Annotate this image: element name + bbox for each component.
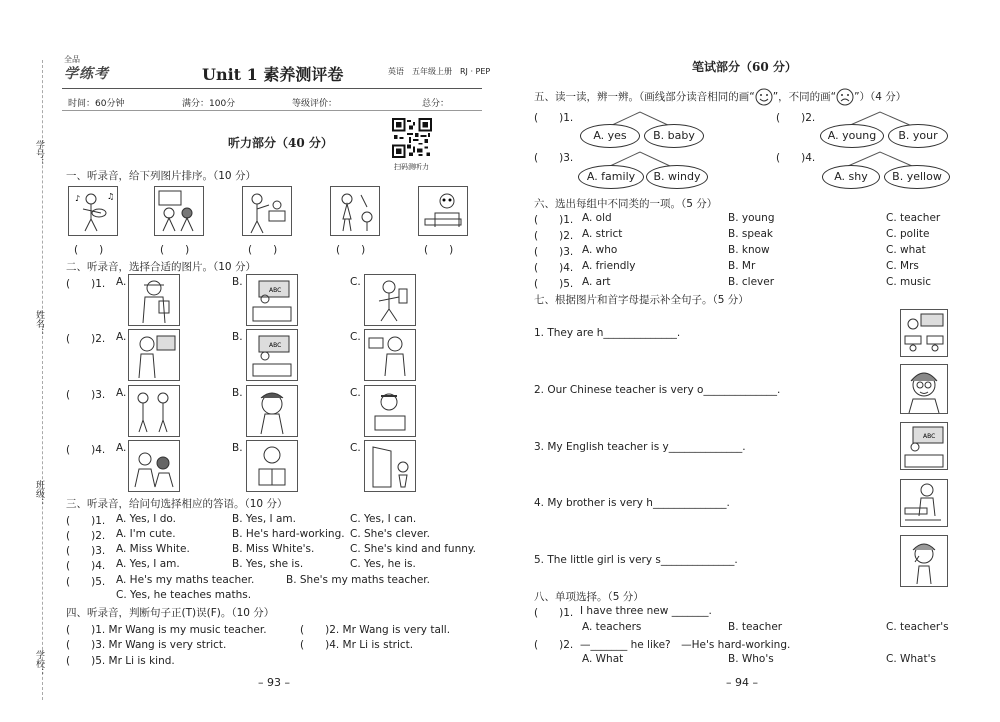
s3-q3-b: B. Miss White's. (232, 543, 315, 555)
s6-q1-number[interactable]: ( )1. (534, 214, 574, 226)
s5-q3-number[interactable]: ( )3. (534, 152, 574, 164)
s8-q1-b: B. teacher (728, 621, 783, 633)
s6-q1-c: C. teacher (886, 212, 941, 224)
s3-q5-number[interactable]: ( )5. (66, 576, 106, 588)
section-8-title: 八、单项选择。（5 分） (534, 591, 644, 603)
s1-picture-5 (418, 186, 468, 236)
s6-q5-a: A. art (582, 276, 611, 288)
s7-item-4[interactable]: 4. My brother is very h______________. (534, 497, 730, 509)
s2-q2-pic-c[interactable] (364, 329, 416, 381)
s2-q1-number[interactable]: ( )1. (66, 278, 106, 290)
s3-q1-a: A. Yes, I do. (116, 513, 176, 525)
time-info: 时间：60分钟 (68, 99, 125, 109)
s2-q2-label-c: C. (350, 331, 361, 343)
s2-q2-label-a: A. (116, 331, 127, 343)
s6-q3-number[interactable]: ( )3. (534, 246, 574, 258)
s5-q2-number[interactable]: ( )2. (776, 112, 816, 124)
total-info: 总分： (422, 99, 450, 109)
s3-q2-number[interactable]: ( )2. (66, 530, 106, 542)
s2-q3-pic-b[interactable] (246, 385, 298, 437)
s6-q4-c: C. Mrs (886, 260, 919, 272)
s7-item-1[interactable]: 1. They are h______________. (534, 327, 681, 339)
s6-q5-c: C. music (886, 276, 932, 288)
s8-q2-c: C. What's (886, 653, 936, 665)
s3-q4-c: C. Yes, he is. (350, 558, 416, 570)
s3-q3-a: A. Miss White. (116, 543, 190, 555)
s3-q4-number[interactable]: ( )4. (66, 560, 106, 572)
grade-info: 等级评价： (292, 99, 338, 109)
s5-title-part-c: ”）（4 分） (854, 91, 907, 103)
logo-main-text: 学练考 (64, 66, 109, 82)
s1-answer-3[interactable]: ( ) (248, 244, 278, 256)
side-label-school: 学校： (34, 650, 44, 677)
s7-item-3[interactable]: 3. My English teacher is y______________. (534, 441, 746, 453)
s2-q4-pic-b[interactable] (246, 440, 298, 492)
s5-title-part-a: 五、读一读，辨一辨。（画线部分读音相同的画“ (534, 91, 755, 103)
s6-q5-number[interactable]: ( )5. (534, 278, 574, 290)
side-label-name: 姓名： (34, 310, 44, 337)
s3-q4-a: A. Yes, I am. (116, 558, 180, 570)
s6-q3-b: B. know (728, 244, 770, 256)
s2-q2-number[interactable]: ( )2. (66, 333, 106, 345)
s7-picture-3 (900, 422, 948, 470)
s8-q2-number[interactable]: ( )2. (534, 639, 574, 651)
svg-text:♪: ♪ (75, 194, 81, 203)
subject-info: 英语 五年级上册 RJ · PEP (388, 67, 491, 76)
s5-q2-option-a: A. young (820, 124, 884, 148)
s5-q3-option-b: B. windy (646, 165, 708, 189)
s3-q3-number[interactable]: ( )3. (66, 545, 106, 557)
section-4-title: 四、听录音，判断句子正(T)误(F)。（10 分） (66, 607, 275, 619)
smile-face-icon (755, 88, 773, 106)
svg-text:ABC: ABC (923, 433, 936, 440)
s6-q3-a: A. who (582, 244, 618, 256)
listening-title: 听力部分（40 分） (228, 136, 333, 150)
s6-q1-b: B. young (728, 212, 775, 224)
side-label-class: 班级： (34, 480, 44, 507)
s3-q4-b: B. Yes, she is. (232, 558, 304, 570)
svg-text:♫: ♫ (107, 192, 115, 201)
s1-answer-4[interactable]: ( ) (336, 244, 366, 256)
s6-q1-a: A. old (582, 212, 612, 224)
s5-q4-number[interactable]: ( )4. (776, 152, 816, 164)
s2-q4-pic-c[interactable] (364, 440, 416, 492)
s1-answer-5[interactable]: ( ) (424, 244, 454, 256)
s2-q2-pic-a[interactable] (128, 329, 180, 381)
s2-q4-label-a: A. (116, 442, 127, 454)
side-label-student-id: 学号： (34, 140, 44, 167)
s1-picture-2 (154, 186, 204, 236)
s2-q4-number[interactable]: ( )4. (66, 444, 106, 456)
s4-item-5[interactable]: ( )5. Mr Li is kind. (66, 655, 175, 667)
written-title: 笔试部分（60 分） (692, 60, 797, 74)
s3-q1-b: B. Yes, I am. (232, 513, 296, 525)
s8-q2-b: B. Who's (728, 653, 774, 665)
section-7-title: 七、根据图片和首字母提示补全句子。（5 分） (534, 294, 749, 306)
s5-q4-option-a: A. shy (822, 165, 880, 189)
section-3-title: 三、听录音，给问句选择相应的答语。（10 分） (66, 498, 288, 510)
s2-q1-label-c: C. (350, 276, 361, 288)
s3-q5-a: A. He's my maths teacher. (116, 574, 255, 586)
s3-q5-b: B. She's my maths teacher. (286, 574, 430, 586)
s2-q4-label-b: B. (232, 442, 243, 454)
brand-logo (64, 54, 109, 83)
s2-q4-pic-a[interactable] (128, 440, 180, 492)
s5-q2-option-b: B. your (888, 124, 948, 148)
s5-q3-option-a: A. family (578, 165, 644, 189)
s8-q1-text: I have three new _______. (580, 605, 712, 617)
page-number-left: – 93 – (258, 676, 290, 689)
s7-picture-2 (900, 364, 948, 414)
s2-q1-label-a: A. (116, 276, 127, 288)
s2-q3-label-b: B. (232, 387, 243, 399)
s7-picture-1 (900, 309, 948, 357)
s6-q2-c: C. polite (886, 228, 930, 240)
s6-q2-number[interactable]: ( )2. (534, 230, 574, 242)
s4-item-4[interactable]: ( )4. Mr Li is strict. (300, 639, 414, 651)
s8-q1-c: C. teacher's (886, 621, 949, 633)
s2-q1-pic-a[interactable] (128, 274, 180, 326)
s6-q4-a: A. friendly (582, 260, 636, 272)
s2-q3-number[interactable]: ( )3. (66, 389, 106, 401)
s1-answer-1[interactable]: ( ) (74, 244, 104, 256)
s2-q4-label-c: C. (350, 442, 361, 454)
s6-q4-number[interactable]: ( )4. (534, 262, 574, 274)
logo-small-text: 全品 (64, 55, 80, 64)
svg-text:ABC: ABC (269, 287, 282, 294)
s7-item-5[interactable]: 5. The little girl is very s______________. (534, 554, 738, 566)
s8-q2-text: —_______ he like? —He's hard-working. (580, 639, 791, 651)
s6-q2-a: A. strict (582, 228, 623, 240)
s3-q3-c: C. She's kind and funny. (350, 543, 476, 555)
s3-q1-number[interactable]: ( )1. (66, 515, 106, 527)
s5-q1-number[interactable]: ( )1. (534, 112, 574, 124)
s7-picture-5 (900, 535, 948, 587)
header-rule (62, 88, 482, 89)
page-title: Unit 1 素养测评卷 (202, 65, 344, 84)
s4-item-3[interactable]: ( )3. Mr Wang is very strict. (66, 639, 227, 651)
s6-q4-b: B. Mr (728, 260, 756, 272)
s2-q2-pic-b[interactable] (246, 329, 298, 381)
s5-title-part-b: ”，不同的画“ (772, 91, 837, 103)
qr-caption: 扫码测听力 (394, 163, 429, 171)
s3-q2-a: A. I'm cute. (116, 528, 176, 540)
s8-q1-number[interactable]: ( )1. (534, 607, 574, 619)
s2-q3-pic-c[interactable] (364, 385, 416, 437)
s3-q5-c: C. Yes, he teaches maths. (116, 589, 252, 601)
s3-q2-b: B. He's hard-working. (232, 528, 345, 540)
s3-q1-c: C. Yes, I can. (350, 513, 417, 525)
info-rule (62, 110, 482, 111)
frown-face-icon (836, 88, 854, 106)
full-score-info: 满分：100分 (182, 99, 236, 109)
s2-q3-label-c: C. (350, 387, 361, 399)
s3-q2-c: C. She's clever. (350, 528, 430, 540)
section-2-title: 二、听录音，选择合适的图片。（10 分） (66, 261, 256, 273)
s4-item-1[interactable]: ( )1. Mr Wang is my music teacher. (66, 624, 267, 636)
s1-picture-1 (68, 186, 118, 236)
svg-text:ABC: ABC (269, 342, 282, 349)
s1-picture-4 (330, 186, 380, 236)
section-6-title: 六、选出每组中不同类的一项。（5 分） (534, 198, 718, 210)
s5-q1-option-a: A. yes (580, 124, 640, 148)
s4-item-2[interactable]: ( )2. Mr Wang is very tall. (300, 624, 451, 636)
s2-q3-label-a: A. (116, 387, 127, 399)
s2-q2-label-b: B. (232, 331, 243, 343)
s1-answer-2[interactable]: ( ) (160, 244, 190, 256)
qr-code-icon[interactable] (392, 118, 432, 158)
s5-q4-option-b: B. yellow (884, 165, 950, 189)
s7-item-2[interactable]: 2. Our Chinese teacher is very o______________. (534, 384, 781, 396)
s2-q3-pic-a[interactable] (128, 385, 180, 437)
s8-q1-a: A. teachers (582, 621, 642, 633)
s6-q3-c: C. what (886, 244, 926, 256)
s6-q2-b: B. speak (728, 228, 773, 240)
s1-picture-3 (242, 186, 292, 236)
section-5-title (534, 88, 906, 106)
s8-q2-a: A. What (582, 653, 624, 665)
s5-q1-option-b: B. baby (644, 124, 704, 148)
s2-q1-pic-c[interactable] (364, 274, 416, 326)
s6-q5-b: B. clever (728, 276, 775, 288)
s2-q1-label-b: B. (232, 276, 243, 288)
s2-q1-pic-b[interactable] (246, 274, 298, 326)
page-number-right: – 94 – (726, 676, 758, 689)
s7-picture-4 (900, 479, 948, 527)
section-1-title: 一、听录音，给下列图片排序。（10 分） (66, 170, 256, 182)
